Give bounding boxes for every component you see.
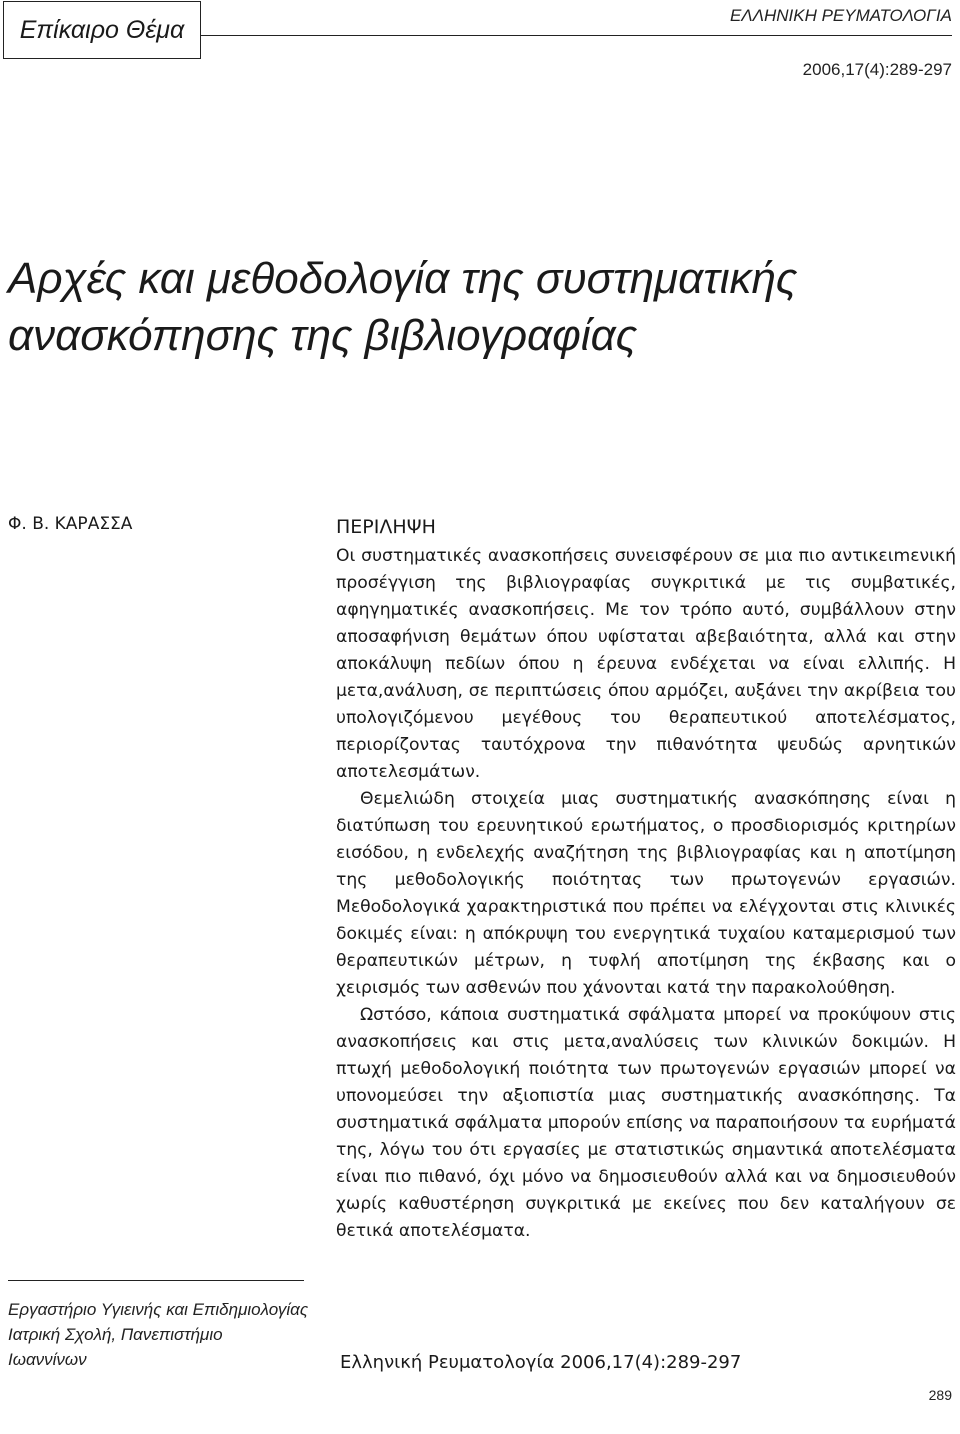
- affiliation-line: Εργαστήριο Υγιεινής και Επιδημιολογίας: [8, 1300, 309, 1319]
- author-name: Φ. Β. ΚΑΡΑΣΣΑ: [8, 514, 133, 534]
- section-label-box: [3, 1, 201, 59]
- footer-citation: Ελληνική Ρευματολογία 2006,17(4):289-297: [340, 1352, 742, 1373]
- journal-name: ΕΛΛΗΝΙΚΗ ΡΕΥΜΑΤΟΛΟΓΙΑ: [729, 6, 952, 25]
- affiliation-rule: [8, 1280, 304, 1281]
- title-line: Αρχές και μεθοδολογία της συστηματικής: [8, 254, 798, 303]
- section-label: Επίκαιρο Θέμα: [19, 15, 185, 44]
- abstract-heading: ΠΕΡΙΛΗΨΗ: [336, 516, 436, 538]
- title-line: ανασκόπησης της βιβλιογραφίας: [8, 311, 638, 360]
- abstract-paragraph: Οι συστηματικές ανασκοπήσεις συνεισφέρουν σε μια πιο αντικειmενική προσέγγιση της βιβλιογραφίας συγκριτικά με τις συμβατικές, αφηγηματικές ανασκοπήσεις. Με τον τρόπο αυτό, συμβάλλουν στην αποσαφήνιση θεμάτων όπου υφίσταται αβεβαιότητα, αλλά και στην αποκάλυψη πεδίων όπου η έρευνα ενδέχεται να είναι ελλιπής. Η μετα,ανάλυση, σε περιπτώσεις όπου αρμόζει, αυξάνει την ακρίβεια του υπολογιζόμενου μεγέθους του θεραπευτικού αποτελέσματος, περιορίζοντας ταυτόχρονα την πιθανότητα ψευδώς αρνητικών αποτελεσμάτων.: [336, 546, 956, 782]
- page-number: 289: [928, 1387, 952, 1403]
- header-citation: 2006,17(4):289-297: [802, 60, 952, 79]
- article-title: [8, 250, 908, 364]
- affiliation-line: Ιατρική Σχολή, Πανεπιστήμιο: [8, 1325, 223, 1344]
- abstract-paragraph: Ωστόσο, κάποια συστηματικά σφάλματα μπορεί να προκύψουν στις ανασκοπήσεις και στις μετα,αναλύσεις των κλινικών δοκιμών. Η πτωχή μεθοδολογική ποιότητα των πρωτογενών εργασιών μπορεί να υπονομεύσει την αξιοπιστία μιας συστηματικής ανασκόπησης. Τα συστηματικά σφάλματα μπορούν επίσης να παραποιήσουν τα ευρήματά της, λόγω του ότι εργασίες με στατιστικώς σημαντικά αποτελέσματα είναι πιο πιθανό, όχι μόνο να δημοσιευθούν αλλά και να δημοσιευθούν χωρίς καθυστέρηση συγκριτικά με εκείνες που δεν καταλήγουν σε θετικά αποτελέσματα.: [336, 1005, 956, 1241]
- header-rule: [201, 35, 952, 36]
- abstract-section: [336, 514, 956, 1245]
- abstract-paragraph: Θεμελιώδη στοιχεία μιας συστηματικής ανασκόπησης είναι η διατύπωση του ερευνητικού ερωτήματος, ο προσδιορισμός κριτηρίων εισόδου, η ενδελεχής αναζήτηση της βιβλιογραφίας και η αποτίμηση της μεθοδολογικής ποιότητας των πρωτογενών εργασιών. Μεθοδολογικά χαρακτηριστικά που πρέπει να ελέγχονται στις κλινικές δοκιμές είναι: η απόκρυψη του ενεργητικά τυχαίου καταμερισμού των θεραπευτικών μέτρων, η τυφλή αποτίμηση της έκβασης και ο χειρισμός των ασθενών που χάνονται κατά την παρακολούθηση.: [336, 789, 956, 998]
- affiliation-line: Ιωαννίνων: [8, 1350, 87, 1369]
- author-affiliation: [8, 1297, 308, 1372]
